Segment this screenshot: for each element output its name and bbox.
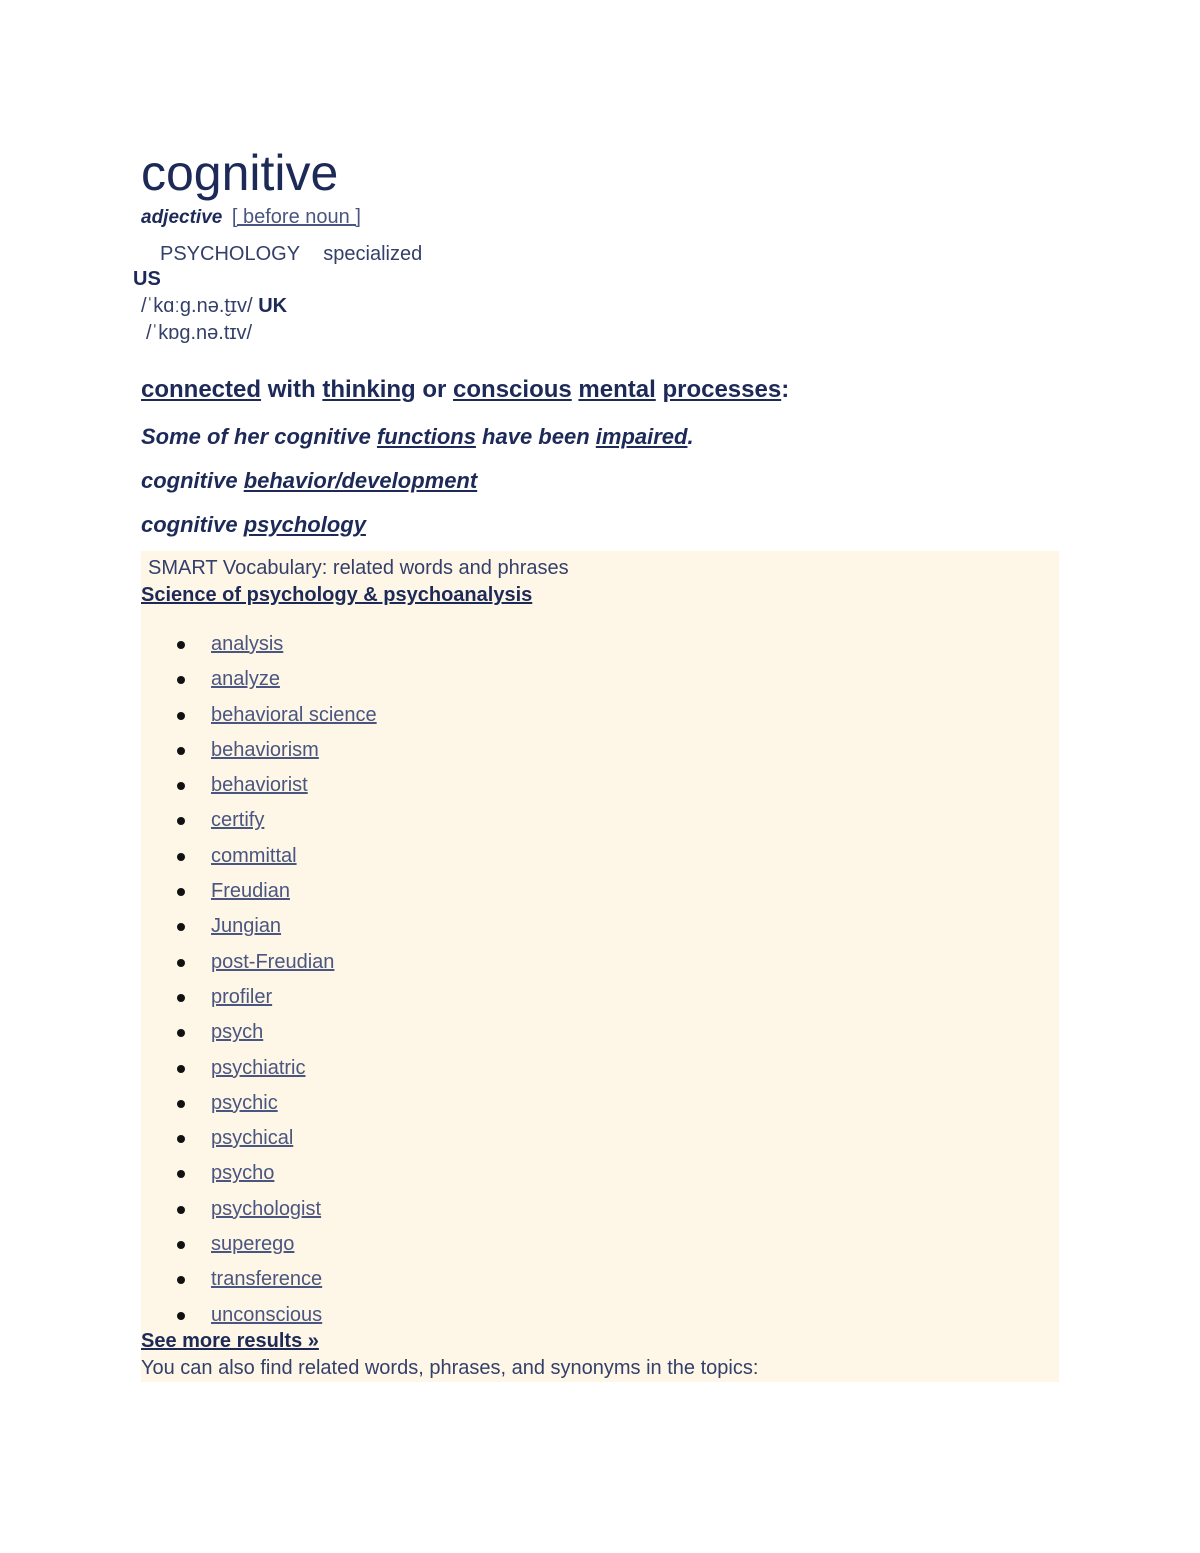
list-item <box>141 733 377 768</box>
us-ipa: /ˈkɑːɡ.nə.t̬ɪv/ <box>141 295 253 317</box>
list-item <box>141 909 377 944</box>
related-word-link[interactable]: behavioral science <box>211 703 377 726</box>
bullet-icon <box>177 1135 185 1143</box>
list-item <box>141 839 377 874</box>
example-text: cognitive <box>141 512 244 537</box>
bullet-icon <box>177 747 185 755</box>
example-text: Some of her cognitive <box>141 424 377 449</box>
list-item <box>141 1262 377 1297</box>
bullet-icon <box>177 641 185 649</box>
bullet-icon <box>177 676 185 684</box>
list-item <box>141 662 377 697</box>
usage-labels <box>160 240 422 268</box>
def-text: or <box>415 376 454 403</box>
pron-us-line <box>141 293 287 320</box>
def-text: : <box>781 376 790 403</box>
also-find-text: You can also find related words, phrases, and synonyms in the topics: <box>141 1357 759 1379</box>
example-sentence <box>141 422 694 452</box>
domain-label: PSYCHOLOGY <box>160 243 300 265</box>
def-link-mental[interactable]: mental <box>578 376 656 403</box>
related-word-link[interactable]: behaviorism <box>211 738 319 761</box>
smart-vocabulary-topic-link[interactable]: Science of psychology & psychoanalysis <box>141 584 533 606</box>
bullet-icon <box>177 888 185 896</box>
bullet-icon <box>177 1241 185 1249</box>
related-word-link[interactable]: analyze <box>211 668 280 691</box>
bullet-icon <box>177 1206 185 1214</box>
definition <box>141 374 789 406</box>
bullet-icon <box>177 1029 185 1037</box>
example-link-functions[interactable]: functions <box>376 424 476 449</box>
example-text: have been <box>475 424 596 449</box>
list-item <box>141 980 377 1015</box>
def-link-processes[interactable]: processes <box>662 376 782 403</box>
list-item <box>141 1086 377 1121</box>
related-word-link[interactable]: behaviorist <box>211 774 308 797</box>
bullet-icon <box>177 853 185 861</box>
related-word-link[interactable]: certify <box>211 809 265 832</box>
pron-uk-line <box>146 320 252 347</box>
def-text: with <box>261 376 323 403</box>
related-word-link[interactable]: transference <box>211 1268 323 1291</box>
bullet-icon <box>177 1276 185 1284</box>
pron-us-region <box>133 266 161 293</box>
related-words-list <box>141 627 377 1333</box>
bullet-icon <box>177 712 185 720</box>
related-word-link[interactable]: profiler <box>211 985 273 1008</box>
list-item <box>141 1192 377 1227</box>
list-item <box>141 1051 377 1086</box>
related-word-link[interactable]: superego <box>211 1233 295 1256</box>
list-item <box>141 803 377 838</box>
bullet-icon <box>177 994 185 1002</box>
uk-ipa: /ˈkɒɡ.nə.tɪv/ <box>146 322 253 344</box>
uk-region-label: UK <box>258 295 288 317</box>
bullet-icon <box>177 923 185 931</box>
grammar-label[interactable]: [ before noun ] <box>231 206 361 228</box>
example-text: . <box>687 424 694 449</box>
example-link-impaired[interactable]: impaired <box>595 424 688 449</box>
us-region-label: US <box>133 268 161 290</box>
see-more-results-link[interactable]: See more results » <box>141 1330 319 1352</box>
list-item <box>141 1015 377 1050</box>
bullet-icon <box>177 782 185 790</box>
register-label: specialized <box>323 243 423 265</box>
related-word-link[interactable]: psychical <box>211 1127 294 1150</box>
bullet-icon <box>177 1100 185 1108</box>
example-collocation <box>141 466 477 496</box>
related-word-link[interactable]: post-Freudian <box>211 950 335 973</box>
example-text: cognitive <box>141 468 244 493</box>
bullet-icon <box>177 959 185 967</box>
list-item <box>141 1156 377 1191</box>
list-item <box>141 768 377 803</box>
example-link-psychology[interactable]: psychology <box>243 512 366 537</box>
part-of-speech: adjective <box>141 207 223 228</box>
part-of-speech-line <box>141 203 361 232</box>
related-word-link[interactable]: psycho <box>211 1162 275 1185</box>
list-item <box>141 698 377 733</box>
related-word-link[interactable]: psychologist <box>211 1197 322 1220</box>
bullet-icon <box>177 1312 185 1320</box>
related-word-link[interactable]: committal <box>211 844 297 867</box>
example-collocation <box>141 510 366 540</box>
def-link-connected[interactable]: connected <box>141 376 262 403</box>
list-item <box>141 945 377 980</box>
related-word-link[interactable]: unconscious <box>211 1303 323 1326</box>
list-item <box>141 1227 377 1262</box>
def-link-thinking[interactable]: thinking <box>322 376 416 403</box>
smart-vocabulary-heading: SMART Vocabulary: related words and phrases <box>148 557 569 579</box>
headword: cognitive <box>141 145 339 201</box>
def-link-conscious[interactable]: conscious <box>453 376 572 403</box>
list-item <box>141 874 377 909</box>
list-item <box>141 1121 377 1156</box>
list-item <box>141 627 377 662</box>
related-word-link[interactable]: psych <box>211 1021 264 1044</box>
example-link-behavior-development[interactable]: behavior/development <box>243 468 478 493</box>
related-word-link[interactable]: psychic <box>211 1091 278 1114</box>
bullet-icon <box>177 1065 185 1073</box>
related-word-link[interactable]: analysis <box>211 633 284 655</box>
bullet-icon <box>177 817 185 825</box>
related-word-link[interactable]: Jungian <box>211 915 282 938</box>
related-word-link[interactable]: psychiatric <box>211 1056 306 1079</box>
related-word-link[interactable]: Freudian <box>211 880 290 903</box>
bullet-icon <box>177 1170 185 1178</box>
